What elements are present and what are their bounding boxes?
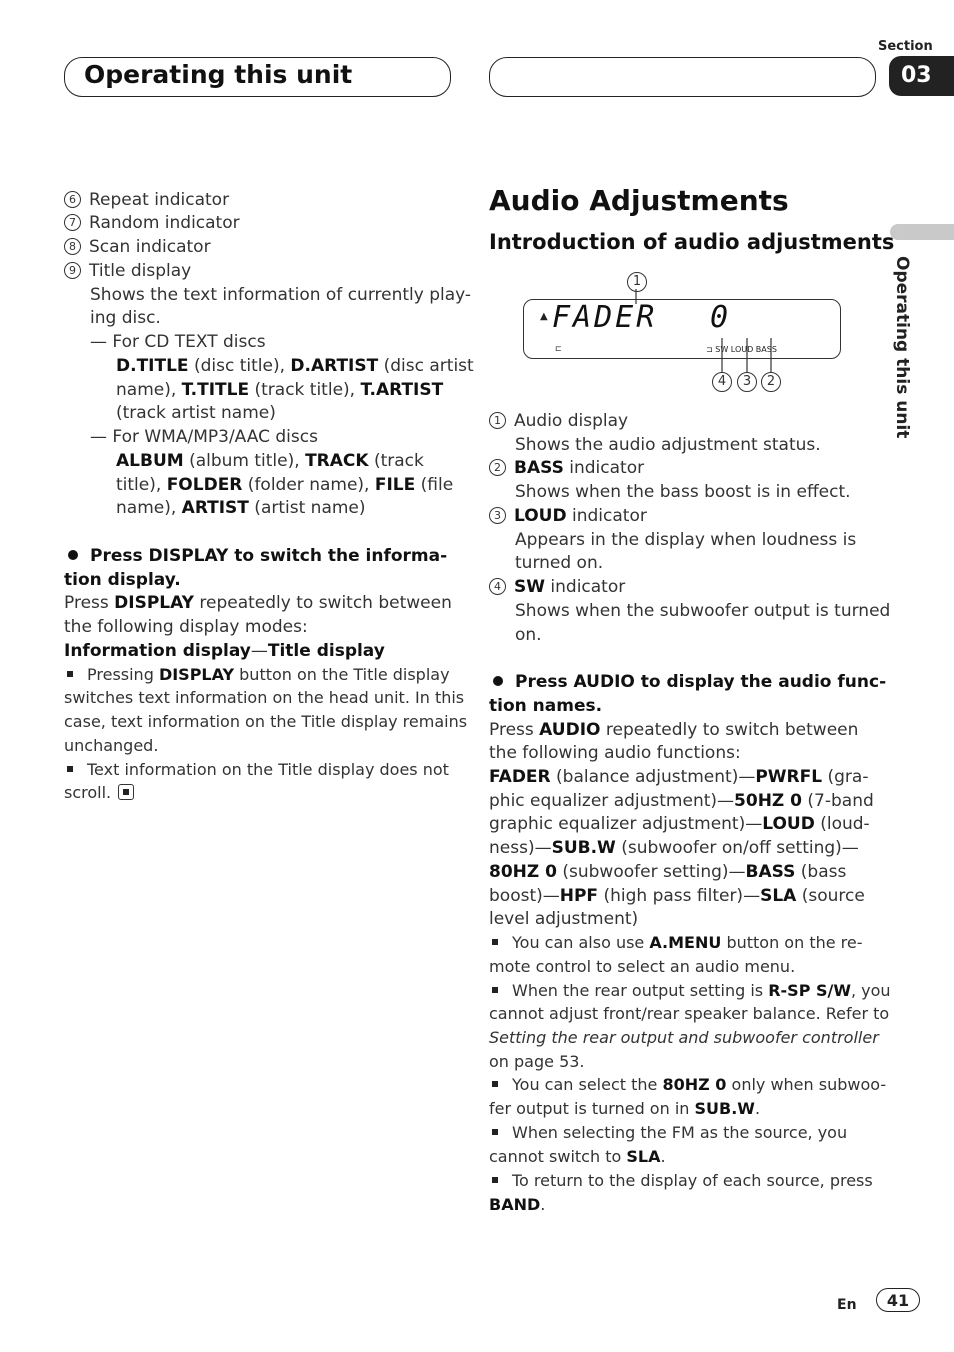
lcd-left-mark: ⊏ (555, 344, 562, 353)
number-badge: 6 (64, 191, 81, 208)
note: on page 53. (489, 1052, 585, 1071)
header-blank-pill (489, 57, 876, 97)
list-item (64, 188, 229, 212)
wma-line: ALBUM (album title), TRACK (track (116, 451, 424, 471)
callout-1: 1 (627, 272, 647, 292)
item-desc: Appears in the display when loudness is (515, 530, 857, 550)
number-badge: 1 (489, 412, 506, 429)
square-bullet-icon (492, 939, 498, 945)
cd-line: (track artist name) (116, 403, 276, 423)
list-item (64, 211, 240, 235)
note: fer output is turned on in SUB.W. (489, 1099, 761, 1118)
item-desc: turned on. (515, 553, 604, 573)
page-title: Audio Adjustments (489, 184, 789, 217)
note-reference: Setting the rear output and subwoofer controller (489, 1028, 879, 1047)
number-badge: 2 (489, 459, 506, 476)
lcd-value: 0 (710, 300, 729, 335)
note: Text information on the Title display does not (64, 758, 449, 782)
list-item: 3 LOUD indicator (489, 504, 647, 528)
bullet-icon (493, 676, 503, 686)
body-line: Press AUDIO repeatedly to switch between (489, 720, 859, 740)
function-line: boost)—HPF (high pass filter)—SLA (source (489, 886, 865, 906)
body-line: the following display modes: (64, 617, 308, 637)
note: unchanged. (64, 736, 159, 755)
function-line: FADER (balance adjustment)—PWRFL (gra- (489, 767, 869, 787)
number-badge: 8 (64, 238, 81, 255)
list-item-label: Random indicator (89, 213, 240, 233)
function-line: 80HZ 0 (subwoofer setting)—BASS (bass (489, 862, 847, 882)
cd-line: name), T.TITLE (track title), T.ARTIST (116, 380, 444, 400)
section-number: 03 (889, 56, 954, 96)
body-line: the following audio functions: (489, 743, 741, 763)
note: switches text information on the head unit. In this (64, 688, 465, 707)
item-desc: on. (515, 625, 542, 645)
list-item: 2 BASS indicator (489, 456, 644, 480)
language-code: En (837, 1297, 857, 1313)
list-item-label: Repeat indicator (89, 190, 230, 210)
item-desc: Shows the audio adjustment status. (515, 435, 821, 455)
press-display-heading: Press DISPLAY to switch the informa- (64, 544, 447, 568)
lcd-main-text: FADER (552, 300, 658, 335)
note: You can also use A.MENU button on the re- (489, 931, 863, 955)
side-tab-label: Operating this unit (892, 256, 912, 439)
square-bullet-icon (67, 671, 73, 677)
function-line: level adjustment) (489, 909, 639, 929)
display-modes: Information display—Title display (64, 641, 385, 661)
page-number: 41 (876, 1288, 920, 1312)
list-item-label: Scan indicator (89, 237, 211, 257)
note: scroll. (64, 781, 134, 805)
subheading: Introduction of audio adjustments (489, 230, 895, 254)
note: Pressing DISPLAY button on the Title display (64, 663, 450, 687)
square-bullet-icon (492, 1177, 498, 1183)
section-label: Section (878, 39, 933, 54)
wma-line: title), FOLDER (folder name), FILE (file (116, 475, 454, 495)
end-of-section-icon (118, 784, 134, 800)
press-display-heading: tion display. (64, 570, 181, 590)
body-line: Press DISPLAY repeatedly to switch between (64, 593, 452, 613)
callout-2: 2 (761, 372, 781, 392)
note: You can select the 80HZ 0 only when subwoo- (489, 1073, 886, 1097)
title-desc: Shows the text information of currently play- (90, 285, 472, 305)
note: BAND. (489, 1195, 546, 1214)
item-desc: Shows when the bass boost is in effect. (515, 482, 851, 502)
note: To return to the display of each source, press (489, 1169, 873, 1193)
callout-3: 3 (737, 372, 757, 392)
number-badge: 7 (64, 214, 81, 231)
bullet-icon (68, 550, 78, 560)
number-badge: 3 (489, 507, 506, 524)
function-line: phic equalizer adjustment)—50HZ 0 (7-band (489, 791, 874, 811)
item-desc: Shows when the subwoofer output is turned (515, 601, 891, 621)
square-bullet-icon (492, 1081, 498, 1087)
cd-line: D.TITLE (disc title), D.ARTIST (disc artist (116, 356, 474, 376)
list-item (64, 235, 211, 259)
note: When the rear output setting is R-SP S/W, you (489, 979, 891, 1003)
square-bullet-icon (492, 1129, 498, 1135)
function-line: graphic equalizer adjustment)—LOUD (loud- (489, 814, 870, 834)
note: cannot switch to SLA. (489, 1147, 666, 1166)
list-item (64, 259, 191, 283)
note: cannot adjust front/rear speaker balance. Refer to (489, 1004, 890, 1023)
wma-line: name), ARTIST (artist name) (116, 498, 366, 518)
press-audio-heading: tion names. (489, 696, 603, 716)
square-bullet-icon (67, 766, 73, 772)
function-line: ness)—SUB.W (subwoofer on/off setting)— (489, 838, 859, 858)
lcd-callout-lines (520, 270, 840, 395)
title-desc: ing disc. (90, 308, 161, 328)
number-badge: 4 (489, 578, 506, 595)
square-bullet-icon (492, 987, 498, 993)
list-item: 4 SW indicator (489, 575, 625, 599)
wma-label: — For WMA/MP3/AAC discs (90, 427, 318, 447)
list-item: 1 Audio display (489, 409, 628, 433)
note: mote control to select an audio menu. (489, 957, 796, 976)
section-title: Operating this unit (84, 60, 353, 89)
cd-text-label: — For CD TEXT discs (90, 332, 266, 352)
side-tab-marker (890, 224, 954, 240)
number-badge: 9 (64, 262, 81, 279)
list-item-label: Title display (89, 261, 192, 281)
lcd-corner-mark-icon: ▲ (540, 311, 548, 322)
lcd-indicators: ⊐ SW LOUD BASS (706, 345, 777, 354)
press-audio-heading: Press AUDIO to display the audio func- (489, 670, 886, 694)
note: When selecting the FM as the source, you (489, 1121, 847, 1145)
note: case, text information on the Title display remains (64, 712, 468, 731)
callout-4: 4 (712, 372, 732, 392)
